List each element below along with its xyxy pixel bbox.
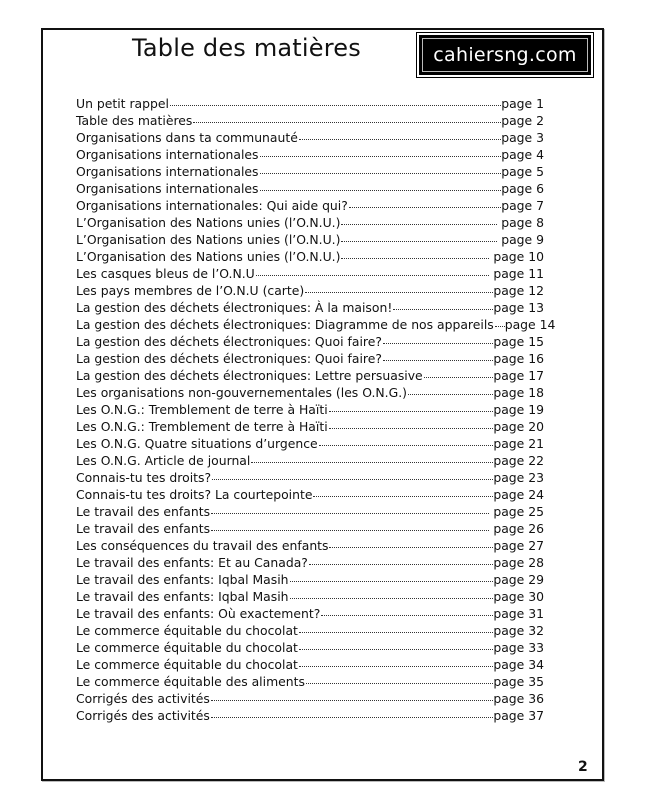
toc-entry-title: L’Organisation des Nations unies (l’O.N.U.) (76, 215, 341, 230)
dot-leader (260, 190, 502, 191)
toc-entry[interactable] (76, 112, 544, 129)
toc-entry-title: Les conséquences du travail des enfants (76, 538, 329, 553)
toc-entry-title: Les O.N.G. Article de journal (76, 453, 251, 468)
toc-entry-title: Les O.N.G.: Tremblement de terre à Haïti (76, 419, 328, 434)
toc-entry[interactable] (76, 605, 544, 622)
toc-entry-page: page 30 (493, 589, 544, 604)
toc-entry-page: page 12 (493, 283, 544, 298)
toc-entry-page: page 14 (504, 317, 556, 332)
dot-leader (495, 326, 505, 327)
toc-entry[interactable] (76, 146, 544, 163)
dot-leader (260, 156, 502, 157)
toc-entry[interactable] (76, 673, 544, 690)
toc-entry[interactable] (76, 299, 544, 316)
toc-entry-page: page 18 (493, 385, 544, 400)
toc-entry[interactable] (76, 503, 544, 520)
dot-leader (299, 139, 501, 140)
toc-entry-page: page 7 (501, 198, 544, 213)
toc-entry-title: Le commerce équitable du chocolat (76, 623, 298, 638)
toc-entry-page: page 19 (493, 402, 544, 417)
dot-leader (341, 241, 497, 242)
dot-leader (212, 479, 493, 480)
toc-entry-page: page 35 (493, 674, 544, 689)
toc-entry-title: Le travail des enfants (76, 504, 211, 519)
logo-text: cahiersng.com (433, 44, 577, 66)
toc-entry[interactable] (76, 486, 544, 503)
toc-entry-page: page 10 (493, 249, 544, 264)
toc-entry-title: Le commerce équitable du chocolat (76, 640, 298, 655)
toc-entry-title: La gestion des déchets électroniques: À la maison! (76, 300, 393, 315)
toc-entry[interactable] (76, 520, 544, 537)
toc-entry-page: page 8 (501, 215, 544, 230)
toc-entry-page: page 13 (493, 300, 544, 315)
toc-entry-title: Connais-tu tes droits? La courtepointe (76, 487, 313, 502)
toc-entry-page: page 20 (493, 419, 544, 434)
toc-entry[interactable] (76, 690, 544, 707)
toc-entry-title: L’Organisation des Nations unies (l’O.N.U.) (76, 249, 341, 264)
toc-entry-title: La gestion des déchets électroniques: Quoi faire? (76, 351, 382, 366)
toc-entry[interactable] (76, 656, 544, 673)
toc-entry-page: page 2 (501, 113, 544, 128)
toc-entry-title: Le commerce équitable des aliments (76, 674, 305, 689)
dot-leader (329, 547, 493, 548)
dot-leader (329, 411, 494, 412)
toc-entry-page: page 25 (493, 504, 544, 519)
toc-entry-title: La gestion des déchets électroniques: Lettre persuasive (76, 368, 423, 383)
toc-entry-page: page 9 (501, 232, 544, 247)
toc-entry-title: Un petit rappel (76, 96, 169, 111)
dot-leader (290, 598, 494, 599)
toc-entry-title: Organisations internationales (76, 181, 259, 196)
toc-entry[interactable] (76, 622, 544, 639)
dot-leader (319, 445, 494, 446)
dot-leader (321, 615, 493, 616)
toc-entry-page: page 5 (501, 164, 544, 179)
toc-entry-title: Corrigés des activités (76, 691, 210, 706)
toc-entry-title: Les O.N.G. Quatre situations d’urgence (76, 436, 318, 451)
dot-leader (424, 377, 494, 378)
page-number: 2 (578, 759, 588, 775)
toc-entry[interactable] (76, 248, 544, 265)
dot-leader (408, 394, 493, 395)
site-logo (419, 35, 591, 75)
logo-inner-border (422, 38, 588, 72)
dot-leader (256, 275, 490, 276)
toc-entry[interactable] (76, 554, 544, 571)
toc-entry-page: page 1 (501, 96, 544, 111)
toc-entry-title: Le commerce équitable du chocolat (76, 657, 298, 672)
toc-entry-page: page 11 (493, 266, 544, 281)
dot-leader (349, 207, 501, 208)
toc-entry[interactable] (76, 571, 544, 588)
toc-entry[interactable] (76, 95, 544, 112)
toc-entry[interactable] (76, 316, 556, 333)
toc-entry-page: page 31 (493, 606, 544, 621)
toc-entry-title: Les pays membres de l’O.N.U (carte) (76, 283, 305, 298)
toc-entry[interactable] (76, 265, 544, 282)
toc-entry[interactable] (76, 350, 544, 367)
dot-leader (341, 224, 497, 225)
dot-leader (211, 717, 494, 718)
dot-leader (393, 309, 493, 310)
dot-leader (329, 428, 494, 429)
toc-entry[interactable] (76, 129, 544, 146)
dot-leader (383, 360, 493, 361)
toc-entry-page: page 15 (493, 334, 544, 349)
toc-entry-page: page 37 (493, 708, 544, 723)
toc-entry-title: Les casques bleus de l’O.N.U (76, 266, 255, 281)
toc-entry-title: Le travail des enfants: Iqbal Masih (76, 572, 289, 587)
toc-entry-page: page 32 (493, 623, 544, 638)
dot-leader (299, 666, 493, 667)
dot-leader (170, 105, 501, 106)
dot-leader (211, 513, 489, 514)
toc-entry[interactable] (76, 639, 544, 656)
toc-entry-page: page 34 (493, 657, 544, 672)
toc-entry-page: page 27 (493, 538, 544, 553)
dot-leader (309, 564, 493, 565)
dot-leader (211, 700, 494, 701)
toc-entry-title: La gestion des déchets électroniques: Diagramme de nos appareils (76, 317, 494, 332)
toc-entry-page: page 36 (493, 691, 544, 706)
toc-entry[interactable] (76, 214, 544, 231)
dot-leader (313, 496, 493, 497)
toc-entry[interactable] (76, 197, 544, 214)
toc-entry-title: Corrigés des activités (76, 708, 210, 723)
toc-entry-page: page 21 (493, 436, 544, 451)
toc-entry-page: page 16 (493, 351, 544, 366)
toc-entry-title: Le travail des enfants (76, 521, 211, 536)
toc-entry-title: Organisations internationales: Qui aide qui? (76, 198, 348, 213)
dot-leader (251, 462, 493, 463)
toc-entry-title: Organisations internationales (76, 147, 259, 162)
toc-entry-page: page 29 (493, 572, 544, 587)
dot-leader (341, 258, 489, 259)
toc-entry[interactable] (76, 418, 544, 435)
toc-entry-title: Le travail des enfants: Iqbal Masih (76, 589, 289, 604)
toc-entry-title: Le travail des enfants: Et au Canada? (76, 555, 308, 570)
toc-entry[interactable] (76, 435, 544, 452)
dot-leader (290, 581, 494, 582)
toc-entry[interactable] (76, 384, 544, 401)
toc-entry[interactable] (76, 282, 544, 299)
dot-leader (211, 530, 489, 531)
toc-entry[interactable] (76, 367, 544, 384)
toc-entry[interactable] (76, 333, 544, 350)
toc-entry[interactable] (76, 452, 544, 469)
toc-entry-page: page 23 (493, 470, 544, 485)
dot-leader (260, 173, 502, 174)
toc-entry-title: Organisations dans ta communauté (76, 130, 298, 145)
toc-entry[interactable] (76, 469, 544, 486)
toc-entry-title: Les O.N.G.: Tremblement de terre à Haïti (76, 402, 328, 417)
toc-entry-page: page 3 (501, 130, 544, 145)
toc-entry-page: page 22 (493, 453, 544, 468)
toc-entry-page: page 33 (493, 640, 544, 655)
dot-leader (306, 683, 493, 684)
toc-entry-page: page 4 (501, 147, 544, 162)
toc-entry-page: page 24 (493, 487, 544, 502)
toc-entry[interactable] (76, 163, 544, 180)
toc-entry[interactable] (76, 231, 544, 248)
toc-entry-title: Organisations internationales (76, 164, 259, 179)
toc-entry-title: Connais-tu tes droits? (76, 470, 212, 485)
toc-entry-page: page 28 (493, 555, 544, 570)
toc-entry-title: Table des matières (76, 113, 193, 128)
dot-leader (305, 292, 493, 293)
table-of-contents (76, 95, 556, 724)
toc-entry-page: page 17 (493, 368, 544, 383)
toc-entry-title: Le travail des enfants: Où exactement? (76, 606, 321, 621)
toc-entry[interactable] (76, 537, 544, 554)
toc-entry-title: Les organisations non-gouvernementales (les O.N.G.) (76, 385, 407, 400)
dot-leader (299, 632, 493, 633)
toc-entry-page: page 26 (493, 521, 544, 536)
toc-entry[interactable] (76, 180, 544, 197)
dot-leader (193, 122, 501, 123)
page-title: Table des matières (132, 34, 361, 62)
dot-leader (383, 343, 493, 344)
dot-leader (299, 649, 493, 650)
toc-entry-title: La gestion des déchets électroniques: Quoi faire? (76, 334, 382, 349)
toc-entry[interactable] (76, 707, 544, 724)
toc-entry-title: L’Organisation des Nations unies (l’O.N.U.) (76, 232, 341, 247)
toc-entry-page: page 6 (501, 181, 544, 196)
toc-entry[interactable] (76, 588, 544, 605)
toc-entry[interactable] (76, 401, 544, 418)
